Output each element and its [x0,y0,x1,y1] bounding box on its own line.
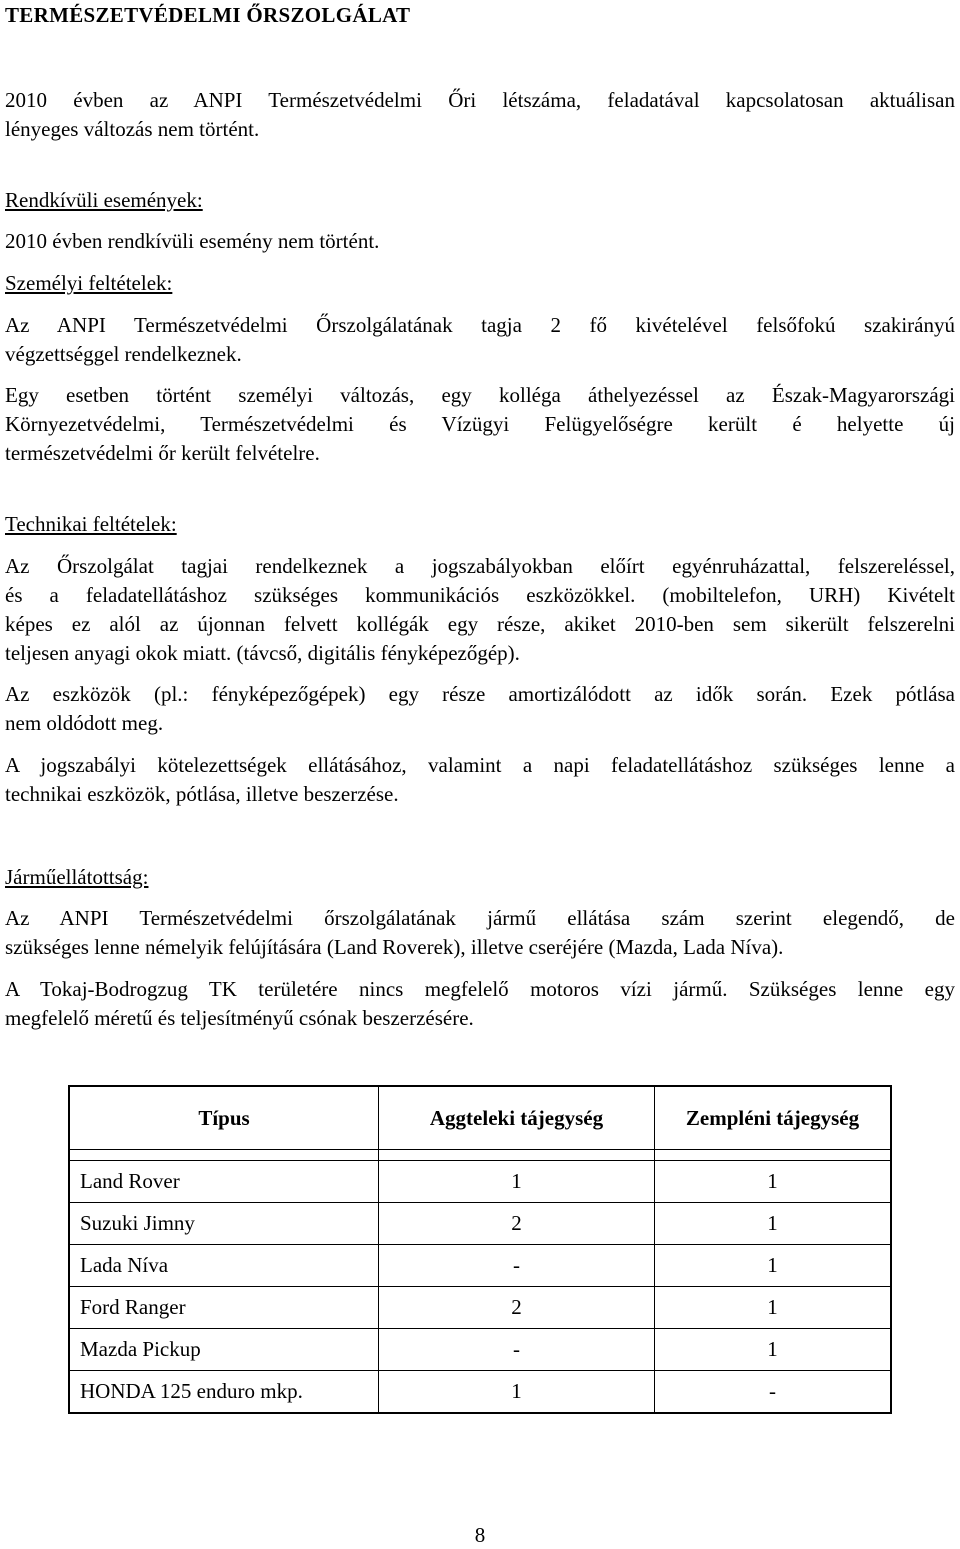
column-header-type: Típus [69,1086,379,1150]
vehicles-heading [5,863,955,892]
technical-heading [5,510,955,539]
zemplen-count-cell: 1 [655,1287,892,1329]
vehicle-type-cell: Lada Níva [69,1245,379,1287]
aggtelek-count-cell: 1 [379,1161,655,1203]
column-header-aggtelek: Aggteleki tájegység [379,1086,655,1150]
technical-p3-line-2: technikai eszközök, pótlása, illetve beszerzése. [5,782,399,806]
personal-p1-line-2: végzettséggel rendelkeznek. [5,342,242,366]
vehicle-type-cell: HONDA 125 enduro mkp. [69,1371,379,1414]
personal-p1-line-1: Az ANPI Természetvédelmi Őrszolgálatának tagja 2 fő kivételével felsőfokú szakirányú [5,313,955,337]
intro-line-1: 2010 évben az ANPI Természetvédelmi Őri létszáma, feladatával kapcsolatosan aktuálisan [5,88,955,112]
personal-p2-line-1: Egy esetben történt személyi változás, egy kolléga áthelyezéssel az Észak-Magyarországi [5,383,955,407]
technical-p2-line-1: Az eszközök (pl.: fényképezőgépek) egy része amortizálódott az idők során. Ezek pótlása [5,682,955,706]
table-row [69,1287,891,1329]
page-number: 8 [474,1523,486,1547]
personal-heading-text: Személyi feltételek: [5,271,173,295]
technical-p1-line-4: teljesen anyagi okok miatt. (távcső, digitális fényképezőgép). [5,641,520,665]
technical-p2-line-2: nem oldódott meg. [5,711,164,735]
aggtelek-count-cell: 2 [379,1287,655,1329]
zemplen-count-cell: 1 [655,1161,892,1203]
vehicles-heading-text: Járműellátottság: [5,865,149,889]
vehicles-p2-line-1: A Tokaj-Bodrogzug TK területére nincs megfelelő motoros vízi jármű. Szükséges lenne egy [5,977,955,1001]
column-header-zemplen: Zempléni tájegység [655,1086,892,1150]
zemplen-count-cell: - [655,1371,892,1414]
aggtelek-count-cell: - [379,1245,655,1287]
page-title: TERMÉSZETVÉDELMI ŐRSZOLGÁLAT [5,3,411,27]
table-row [69,1245,891,1287]
aggtelek-count-cell: 1 [379,1371,655,1414]
table-row [69,1161,891,1203]
personal-heading [5,269,955,298]
vehicle-type-cell: Ford Ranger [69,1287,379,1329]
zemplen-count-cell: 1 [655,1329,892,1371]
aggtelek-count-cell: - [379,1329,655,1371]
table-row [69,1329,891,1371]
aggtelek-count-cell: 2 [379,1203,655,1245]
vehicle-type-cell: Suzuki Jimny [69,1203,379,1245]
technical-heading-text: Technikai feltételek: [5,512,177,536]
intro-line-2: lényeges változás nem történt. [5,117,260,141]
zemplen-count-cell: 1 [655,1203,892,1245]
events-text: 2010 évben rendkívüli esemény nem történt. [5,229,380,253]
events-heading-text: Rendkívüli események: [5,188,203,212]
personal-p2-line-3: természetvédelmi őr került felvételre. [5,441,320,465]
vehicle-type-cell: Mazda Pickup [69,1329,379,1371]
personal-p2-line-2: Környezetvédelmi, Természetvédelmi és Vízügyi Felügyelőségre került é helyette új [5,412,955,436]
zemplen-count-cell: 1 [655,1245,892,1287]
vehicles-p1-line-2: szükséges lenne némelyik felújítására (Land Roverek), illetve cseréjére (Mazda, Lada Níva). [5,935,784,959]
vehicles-p2-line-2: megfelelő méretű és teljesítményű csónak beszerzésére. [5,1006,474,1030]
table-header-row [69,1086,891,1150]
events-heading [5,186,955,215]
table-row [69,1371,891,1414]
table-spacer-row [69,1150,891,1161]
vehicle-table [68,1085,892,1414]
table-row [69,1203,891,1245]
vehicle-type-cell: Land Rover [69,1161,379,1203]
technical-p1-line-2: és a feladatellátáshoz szükséges kommunikációs eszközökkel. (mobiltelefon, URH) Kivételt [5,583,955,607]
technical-p1-line-1: Az Őrszolgálat tagjai rendelkeznek a jogszabályokban előírt egyénruházattal, felszereléssel, [5,554,955,578]
technical-p3-line-1: A jogszabályi kötelezettségek ellátásához, valamint a napi feladatellátáshoz szükséges lenne a [5,753,955,777]
vehicles-p1-line-1: Az ANPI Természetvédelmi őrszolgálatának jármű ellátása szám szerint elegendő, de [5,906,955,930]
technical-p1-line-3: képes ez alól az újonnan felvett kollégák egy része, akiket 2010-ben sem sikerült felszerelni [5,612,955,636]
